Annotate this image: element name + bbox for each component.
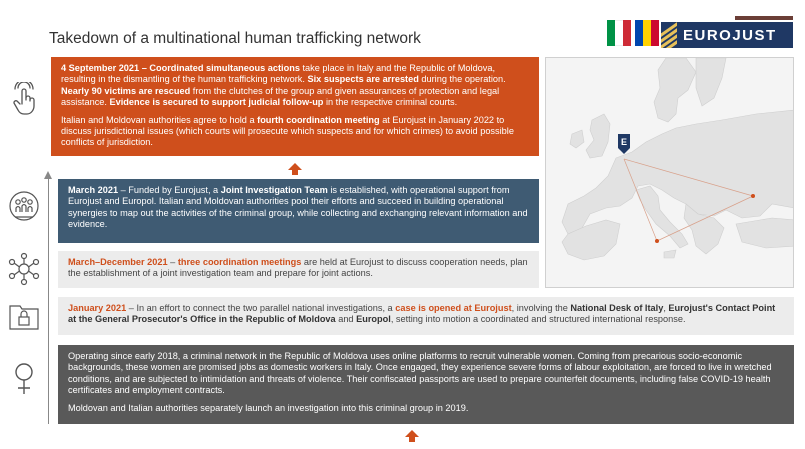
moldova-flag [635, 20, 659, 46]
text: , setting into motion a coordinated and structured international response. [390, 314, 686, 325]
logo-text: EUROJUST [683, 26, 777, 44]
text-bold: Evidence is secured to support judicial follow-up [109, 97, 324, 108]
up-arrow-icon [288, 163, 302, 175]
text: from the clutches of the group and given assurances of protection and legal assistance. [61, 85, 500, 108]
timeline-arrowhead [44, 171, 52, 179]
italy-flag [607, 20, 631, 46]
text-bold: March 2021 [68, 185, 119, 195]
logo-wordmark [661, 22, 793, 48]
logo-stripes-icon [661, 22, 677, 48]
text: , involving the [511, 303, 571, 313]
text: and [335, 314, 357, 325]
background-text: Operating since early 2018, a criminal network in the Republic of Moldova uses online platforms to recruit vulnerable women. Coming from precarious socio-economic backgrounds, these women are promised jobs as domestic workers in Italy. Once engaged, they experience severe forms of labour exploitation, are forced to live in wretched conditions, and are subjected to intimidation and threats of violence. Their confiscated passports are used to prepare counterfeit documents, including false COVID-19 health certificates and employment contracts. [68, 351, 772, 396]
text-highlight: three coordination meetings [177, 257, 302, 267]
text: in the respective criminal courts. [323, 97, 458, 108]
text: – Funded by Eurojust, a [118, 185, 221, 195]
text: – [167, 257, 178, 267]
text: take place in Italy and the Republic of Moldova, resulting in the dismantling of the human trafficking network. [61, 63, 496, 85]
event-background [58, 345, 794, 424]
logo-accent-bar [735, 16, 793, 20]
event-september-2021 [51, 57, 539, 156]
text: – In an effort to connect the two parallel national investigations, a [126, 303, 396, 313]
event-coordination-meeting-text [61, 115, 529, 149]
background-investigation-text: Moldovan and Italian authorities separately launch an investigation into this criminal group in 2019. [68, 402, 469, 413]
text-bold: 4 September 2021 – Coordinated simultaneous actions [61, 63, 300, 73]
europe-map-drawing [546, 58, 794, 288]
event-march-december-2021-text [68, 257, 529, 280]
text-highlight: January 2021 [68, 303, 127, 313]
text-bold: Six suspects are arrested [307, 74, 419, 85]
hand-touch-icon [8, 82, 40, 116]
page-title: Takedown of a multinational human trafficking network [49, 30, 421, 47]
text: are held at Eurojust to discuss cooperation needs, plan the establishment of a joint investigation team and prepare for joint actions. [68, 257, 528, 279]
text-highlight: March–December 2021 [68, 257, 168, 267]
flags [607, 20, 659, 46]
text-bold: Joint Investigation Team [220, 185, 328, 195]
text-bold: fourth coordination meeting [257, 114, 380, 125]
europe-map [545, 57, 794, 288]
female-symbol-icon [8, 362, 40, 396]
text: Italian and Moldovan authorities agree to hold a [61, 114, 258, 125]
text: , [663, 303, 669, 313]
italy-point [655, 239, 659, 243]
text: during the operation. [418, 74, 506, 85]
lock-folder-icon [8, 300, 40, 334]
text: at Eurojust in January 2022 to discuss jurisdictional issues (which courts will prosecute which suspects and for which crimes) to avoid possible conflicts of jurisdiction. [61, 114, 514, 148]
text-bold: Nearly 90 victims are rescued [61, 85, 191, 96]
text-highlight: case is opened at Eurojust [395, 303, 512, 313]
text-bold: National Desk of Italy [570, 303, 664, 313]
text-bold: Eurojust's Contact Point at the General Prosecutor's Office in the Republic of Moldova [68, 303, 776, 325]
event-march-december-2021 [58, 251, 539, 288]
team-icon [8, 190, 40, 224]
up-arrow-icon [405, 430, 419, 442]
eurojust-logo [607, 16, 793, 50]
text-bold: Europol [356, 314, 391, 325]
moldova-point [751, 194, 755, 198]
timeline-line [48, 176, 49, 424]
event-september-2021-text [61, 63, 529, 109]
text: is established, with operational support from Eurojust and Europol. Italian and Moldovan authorities pool their efforts and succeed in building operational synergies to map out the activities of the criminal group, while collecting and exchanging relevant information and evidence. [68, 185, 528, 230]
network-icon [8, 252, 40, 286]
event-march-2021-text [68, 185, 529, 231]
marker-label: E [620, 137, 628, 147]
event-january-2021-text [68, 303, 784, 326]
event-march-2021 [58, 179, 539, 243]
event-january-2021 [58, 297, 794, 335]
